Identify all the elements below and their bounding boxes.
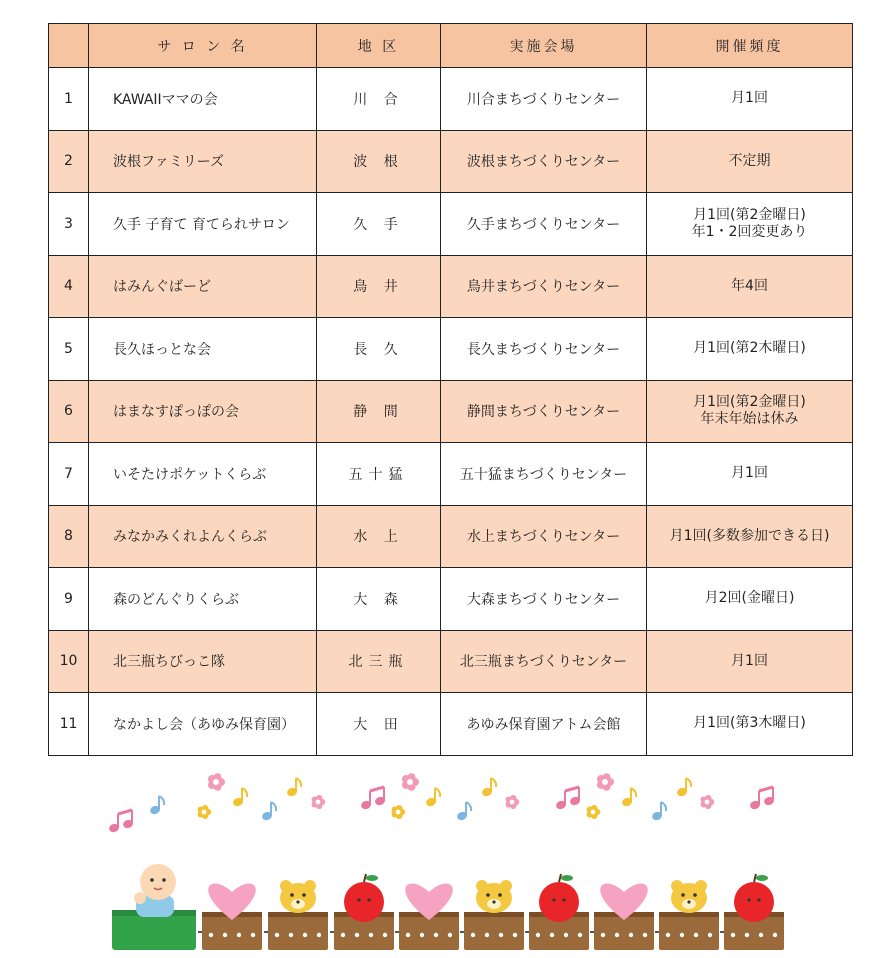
header-area: 地 区 <box>317 24 441 68</box>
music-note-icon <box>425 788 440 807</box>
table-row <box>49 318 853 381</box>
frequency-line: 年4回 <box>731 277 768 294</box>
row-number: 7 <box>49 443 89 506</box>
area-name: 水 上 <box>317 505 441 568</box>
flower-icon <box>402 773 419 791</box>
table-row <box>49 443 853 506</box>
frequency-line: 月1回(第2木曜日) <box>693 340 806 357</box>
venue-name: 久手まちづくりセンター <box>441 193 647 256</box>
row-number: 10 <box>49 630 89 693</box>
row-number: 8 <box>49 505 89 568</box>
frequency-line: 月1回(第2金曜日) <box>693 394 806 411</box>
frequency-line: 不定期 <box>728 152 771 169</box>
row-number: 4 <box>49 255 89 318</box>
music-note-icon <box>286 778 301 797</box>
frequency-line: 月1回(多数参加できる日) <box>669 527 830 544</box>
area-name: 長 久 <box>317 318 441 381</box>
frequency-line: 月1回 <box>731 465 768 482</box>
table-row <box>49 505 853 568</box>
salon-name: みなかみくれよんくらぶ <box>89 505 317 568</box>
venue-name: 北三瓶まちづくりセンター <box>441 630 647 693</box>
music-note-icon <box>676 778 691 797</box>
frequency <box>647 630 853 693</box>
music-note-icon <box>456 802 471 821</box>
salon-name: なかよし会（あゆみ保育園） <box>89 693 317 756</box>
venue-name: 大森まちづくりセンター <box>441 568 647 631</box>
flower-icon <box>208 773 225 791</box>
music-note-icon <box>360 787 386 810</box>
venue-name: 静間まちづくりセンター <box>441 380 647 443</box>
salon-table <box>48 23 853 756</box>
frequency-line: 月1回 <box>731 90 768 107</box>
flower-icon <box>587 805 601 819</box>
salon-name: KAWAIIママの会 <box>89 68 317 131</box>
area-name: 鳥 井 <box>317 255 441 318</box>
row-number: 2 <box>49 130 89 193</box>
frequency-line: 月1回(第3木曜日) <box>693 715 806 732</box>
train-car-icon <box>655 880 719 950</box>
table-row <box>49 568 853 631</box>
venue-name: 長久まちづくりセンター <box>441 318 647 381</box>
music-notes-group <box>108 773 775 833</box>
frequency <box>647 318 853 381</box>
music-note-icon <box>481 778 496 797</box>
area-name: 大 田 <box>317 693 441 756</box>
frequency <box>647 505 853 568</box>
flower-icon <box>597 773 614 791</box>
music-note-icon <box>149 796 164 815</box>
train-car-icon <box>264 880 328 950</box>
table-row <box>49 693 853 756</box>
venue-name: 水上まちづくりセンター <box>441 505 647 568</box>
salon-name: 長久ほっとな会 <box>89 318 317 381</box>
music-note-icon <box>621 788 636 807</box>
train-car-icon <box>460 880 524 950</box>
music-note-icon <box>261 802 276 821</box>
music-note-icon <box>232 788 247 807</box>
area-name: 久 手 <box>317 193 441 256</box>
header-venue: 実施会場 <box>441 24 647 68</box>
table-row <box>49 193 853 256</box>
venue-name: 川合まちづくりセンター <box>441 68 647 131</box>
area-name: 北三瓶 <box>317 630 441 693</box>
frequency <box>647 568 853 631</box>
salon-name: 北三瓶ちびっこ隊 <box>89 630 317 693</box>
baby-icon <box>134 864 176 917</box>
toy-train <box>112 864 784 950</box>
frequency <box>647 130 853 193</box>
bear-icon <box>476 880 512 913</box>
venue-name: 波根まちづくりセンター <box>441 130 647 193</box>
train-engine <box>112 864 196 950</box>
music-note-icon <box>555 787 581 810</box>
header-frequency: 開催頻度 <box>647 24 853 68</box>
flower-icon <box>506 795 520 809</box>
frequency <box>647 693 853 756</box>
header-number <box>49 24 89 68</box>
row-number: 3 <box>49 193 89 256</box>
train-car-icon <box>590 884 654 950</box>
salon-name: はまなすぽっぽの会 <box>89 380 317 443</box>
train-car-icon <box>720 874 784 950</box>
venue-name: 鳥井まちづくりセンター <box>441 255 647 318</box>
row-number: 9 <box>49 568 89 631</box>
salon-name: 久手 子育て 育てられサロン <box>89 193 317 256</box>
venue-name: 五十猛まちづくりセンター <box>441 443 647 506</box>
frequency <box>647 443 853 506</box>
bear-icon <box>280 880 316 913</box>
row-number: 6 <box>49 380 89 443</box>
train-car-icon <box>525 874 589 950</box>
music-note-icon <box>108 810 134 833</box>
salon-name: はみんぐばーど <box>89 255 317 318</box>
train-car-icon <box>198 884 262 950</box>
table-row <box>49 255 853 318</box>
area-name: 川 合 <box>317 68 441 131</box>
music-note-icon <box>749 787 775 810</box>
area-name: 波 根 <box>317 130 441 193</box>
salon-name: 森のどんぐりくらぶ <box>89 568 317 631</box>
row-number: 11 <box>49 693 89 756</box>
table-row <box>49 68 853 131</box>
row-number: 1 <box>49 68 89 131</box>
apple-icon <box>734 874 774 922</box>
frequency-line: 月1回 <box>731 652 768 669</box>
table-row <box>49 380 853 443</box>
frequency <box>647 255 853 318</box>
flower-icon <box>312 795 326 809</box>
table-row <box>49 630 853 693</box>
frequency <box>647 193 853 256</box>
apple-icon <box>539 874 579 922</box>
bear-icon <box>671 880 707 913</box>
table-row <box>49 130 853 193</box>
frequency <box>647 380 853 443</box>
area-name: 五十猛 <box>317 443 441 506</box>
flower-icon <box>701 795 715 809</box>
apple-icon <box>344 874 384 922</box>
frequency-line: 年末年始は休み <box>700 411 799 428</box>
venue-name: あゆみ保育園アトム会館 <box>441 693 647 756</box>
area-name: 大 森 <box>317 568 441 631</box>
decoration-illustration <box>0 760 890 958</box>
frequency <box>647 68 853 131</box>
row-number: 5 <box>49 318 89 381</box>
flower-icon <box>198 805 212 819</box>
table-header-row <box>49 24 853 68</box>
salon-name: 波根ファミリーズ <box>89 130 317 193</box>
frequency-line: 月1回(第2金曜日) <box>693 206 806 223</box>
table-body <box>49 68 853 756</box>
salon-name: いそたけポケットくらぶ <box>89 443 317 506</box>
train-car-icon <box>395 884 459 950</box>
flower-icon <box>392 805 406 819</box>
area-name: 静 間 <box>317 380 441 443</box>
header-salon-name: サ ロ ン 名 <box>89 24 317 68</box>
train-car-icon <box>330 874 394 950</box>
music-note-icon <box>651 802 666 821</box>
frequency-line: 年1・2回変更あり <box>691 223 808 240</box>
frequency-line: 月2回(金曜日) <box>704 590 795 607</box>
